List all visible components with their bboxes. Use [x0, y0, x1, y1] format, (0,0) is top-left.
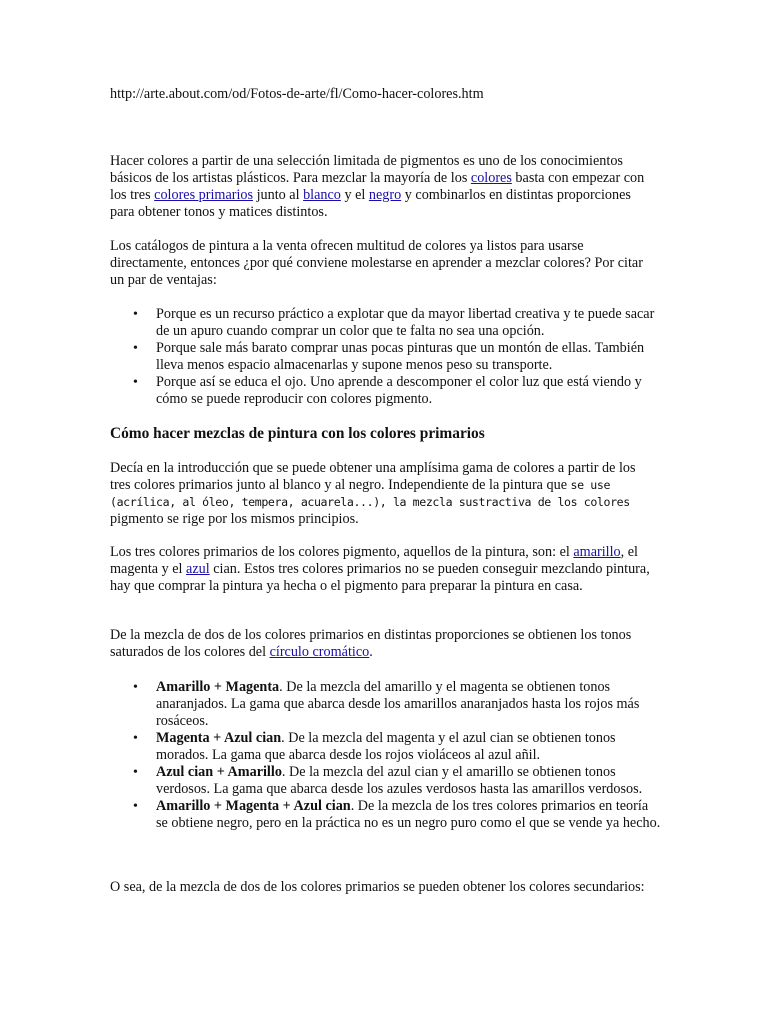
list-item: • Porque así se educa el ojo. Uno aprende a descomponer el color luz que está viendo y cómo se puede reproducir con colores pigmento. — [156, 374, 661, 408]
intro-text-5: y combinarlos en distintas proporciones para obtener tonos y matices distintos. — [110, 187, 631, 220]
link-colores-primarios[interactable]: colores primarios — [154, 187, 254, 203]
section-heading: Cómo hacer mezclas de pintura con los colores primarios — [110, 425, 485, 442]
mix-label: Azul cian + Amarillo — [156, 764, 282, 780]
mix-text-1: Decía en la introducción que se puede obtener una amplísima gama de colores a partir de los tres colores primarios junto al blanco y al negro. Independiente de la pintura que — [110, 460, 636, 493]
primaries-paragraph — [110, 544, 655, 595]
mixture-text-2: . — [369, 644, 373, 660]
advantages-list — [156, 306, 661, 408]
primaries-text-1: Los tres colores primarios de los colores pigmento, aquellos de la pintura, son: el — [110, 544, 574, 560]
secondary-colors-paragraph: O sea, de la mezcla de dos de los colores primarios se pueden obtener los colores secundarios: — [110, 879, 645, 895]
mix-description: . De la mezcla de los tres colores primarios en teoría se obtiene negro, pero en la práctica no es un negro puro como el que se vende ya hecho. — [156, 798, 661, 831]
intro-mix-paragraph — [110, 460, 655, 528]
mixes-list — [156, 679, 661, 832]
catalogs-paragraph: Los catálogos de pintura a la venta ofrecen multitud de colores ya listos para usarse directamente, entonces ¿por qué conviene molestarse en aprender a mezclar colores? Por citar un par de ventajas: — [110, 238, 643, 288]
primaries-text-2: , el magenta y el — [110, 544, 638, 577]
list-item — [156, 679, 661, 730]
mix-label: Amarillo + Magenta — [156, 679, 280, 695]
list-item — [156, 798, 661, 832]
intro-text-4: y el — [340, 187, 369, 203]
primaries-text-3: cian. Estos tres colores primarios no se pueden conseguir mezclando pintura, hay que comprar la pintura ya hecha o el pigmento para preparar la pintura en casa. — [110, 561, 650, 594]
link-blanco[interactable]: blanco — [303, 187, 341, 203]
mix-description: . De la mezcla del magenta y el azul cian se obtienen tonos morados. La gama que abarca desde los rojos violáceos al azul añil. — [156, 730, 616, 763]
list-item — [156, 730, 661, 764]
list-item — [156, 764, 661, 798]
link-amarillo[interactable]: amarillo — [573, 544, 621, 560]
link-negro[interactable]: negro — [368, 187, 402, 203]
mix-description: . De la mezcla del azul cian y el amarillo se obtienen tonos verdosos. La gama que abarca desde los azules verdosos hasta las amarillos verdosos. — [156, 764, 643, 797]
link-circulo-cromatico[interactable]: círculo cromático — [269, 644, 370, 660]
mix-text-2: pigmento se rige por los mismos principios. — [110, 511, 359, 527]
source-url: http://arte.about.com/od/Fotos-de-arte/fl/Como-hacer-colores.htm — [110, 86, 484, 102]
intro-text-3: junto al — [253, 187, 304, 203]
list-item: • Porque sale más barato comprar unas pocas pinturas que un montón de ellas. También lleva menos espacio almacenarlas y supone menos peso su transporte. — [156, 340, 661, 374]
list-item: • Porque es un recurso práctico a explotar que da mayor libertad creativa y te puede sacar de un apuro cuando comprar un color que te falta no sea una opción. — [156, 306, 661, 340]
mixture-text-1: De la mezcla de dos de los colores primarios en distintas proporciones se obtienen los tonos saturados de los colores del — [110, 627, 632, 660]
mix-description: . De la mezcla del amarillo y el magenta se obtienen tonos anaranjados. La gama que abarca desde los amarillos anaranjados hasta los rojos más rosáceos. — [156, 679, 640, 729]
link-azul[interactable]: azul — [186, 561, 210, 577]
link-colores[interactable]: colores — [470, 170, 512, 186]
mix-mono-text: se use (acrílica, al óleo, tempera, acuarela...), la mezcla sustractiva de los colores — [110, 478, 630, 509]
intro-text-2: basta con empezar con los tres — [110, 170, 645, 203]
intro-paragraph — [110, 153, 655, 221]
intro-text-1: Hacer colores a partir de una selección limitada de pigmentos es uno de los conocimientos básicos de los artistas plásticos. Para mezclar la mayoría de los — [110, 153, 623, 186]
mixture-paragraph — [110, 627, 655, 661]
mix-label: Amarillo + Magenta + Azul cian — [156, 798, 351, 814]
mix-label: Magenta + Azul cian — [156, 730, 282, 746]
